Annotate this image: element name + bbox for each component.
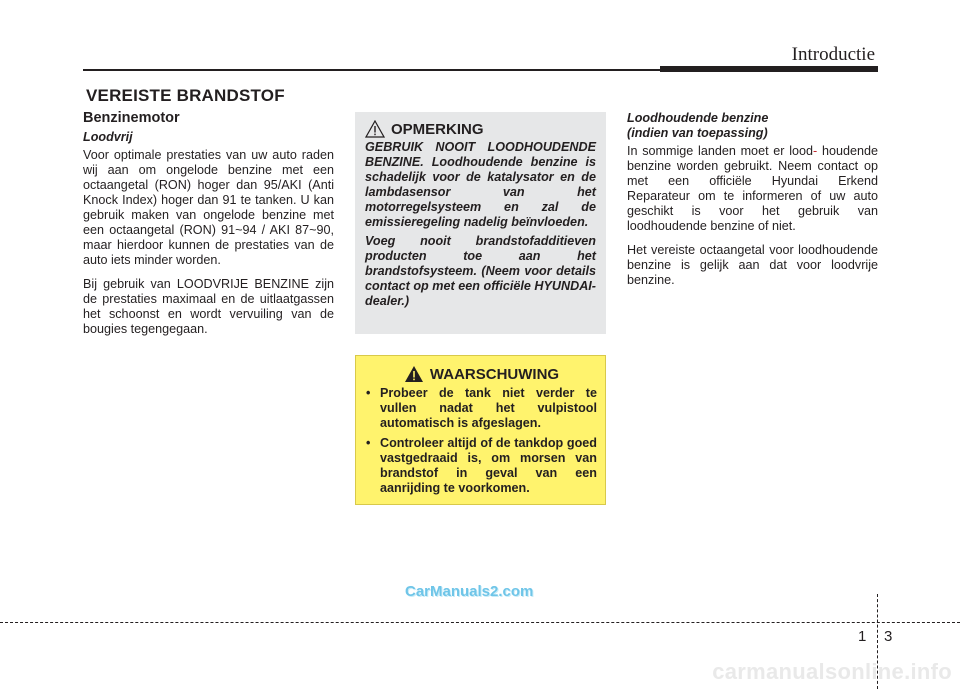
watermark-link[interactable]: CarManuals2.com [405,583,534,600]
note-title: OPMERKING [391,120,484,138]
warning-item-text: Controleer altijd of de tankdop goed vastgedraaid is, om morsen van brandstof in geval van een aanrijding te voorkomen. [380,436,597,495]
right-column [627,111,878,297]
benzine-heading: Benzinemotor [83,110,180,126]
loodvrij-subheading: Loodvrij [83,130,133,144]
bullet: • [366,436,371,450]
right-paragraph-1-main: In sommige landen moet er lood [627,144,814,158]
caution-triangle-icon [365,120,385,138]
right-paragraph-2: Het vereiste octaangetal voor loodhoudende benzine is gelijk aan dat voor loodvrije benzine. [627,243,878,287]
loodhoudend-subheading-line2: (indien van toepassing) [627,126,768,140]
warning-list [366,386,597,496]
footer-rule [0,622,960,623]
right-paragraph-1 [627,144,878,234]
loodhoudend-subheading-line1: Loodhoudende benzine [627,111,769,125]
note-text-2: Voeg nooit brandstofadditieven producten toe aan het brandstofsysteem. (Neem voor details contact op met een officiële HYUNDAI-dealer.) [365,234,596,308]
bullet: • [366,386,371,400]
left-paragraph-1: Voor optimale prestaties van uw auto raden wij aan om ongelode benzine met een octaangetal (RON) hoger dan 95/AKI (Anti Knock Index) hoger dan 91 te tanken. U kan gebruik maken van ongelode benzine met een octaangetal (RON) 91~94 / AKI 87~90, maar hierdoor kunnen de prestaties van de auto iets minder worden. [83,148,334,267]
warning-item [366,436,597,496]
page-number: 3 [884,628,893,645]
warning-header [366,365,597,383]
left-column [83,111,334,346]
left-paragraph-2: Bij gebruik van LOODVRIJE BENZINE zijn de prestaties maximaal en de uitlaatgassen het schoonst en wordt vervuiling van de bougies tegengegaan. [83,277,334,336]
section-title: VEREISTE BRANDSTOF [86,86,285,105]
watermark-bottom: carmanualsonline.info [712,659,952,684]
header-title: Introductie [791,44,875,65]
warning-title: WAARSCHUWING [429,365,560,383]
note-text-1: GEBRUIK NOOIT LOODHOUDENDE BENZINE. Loodhoudende benzine is schadelijk voor de katalysator en de lambdasensor van het motorregelsysteem en zal de emissieregeling nadelig beïnvloeden. [365,140,596,229]
note-box [355,112,606,334]
chapter-number: 1 [858,628,867,645]
loodhoudend-subheading [627,111,878,141]
warning-triangle-icon [404,365,424,383]
red-hyphen: - [813,144,818,158]
warning-item-text: Probeer de tank niet verder te vullen nadat het vulpistool automatisch is afgeslagen. [380,386,597,430]
header-rule [83,69,663,71]
warning-box [355,355,606,505]
header-rule-thick [660,66,878,72]
right-paragraph-1-rest: houdende benzine worden gebruikt. Neem contact op met een officiële Hyundai Erkend Reparateur om te informeren of uw auto geschikt is voor het gebruik van loodhoudende benzine of niet. [627,144,879,233]
note-header [365,120,596,138]
warning-item [366,386,597,431]
